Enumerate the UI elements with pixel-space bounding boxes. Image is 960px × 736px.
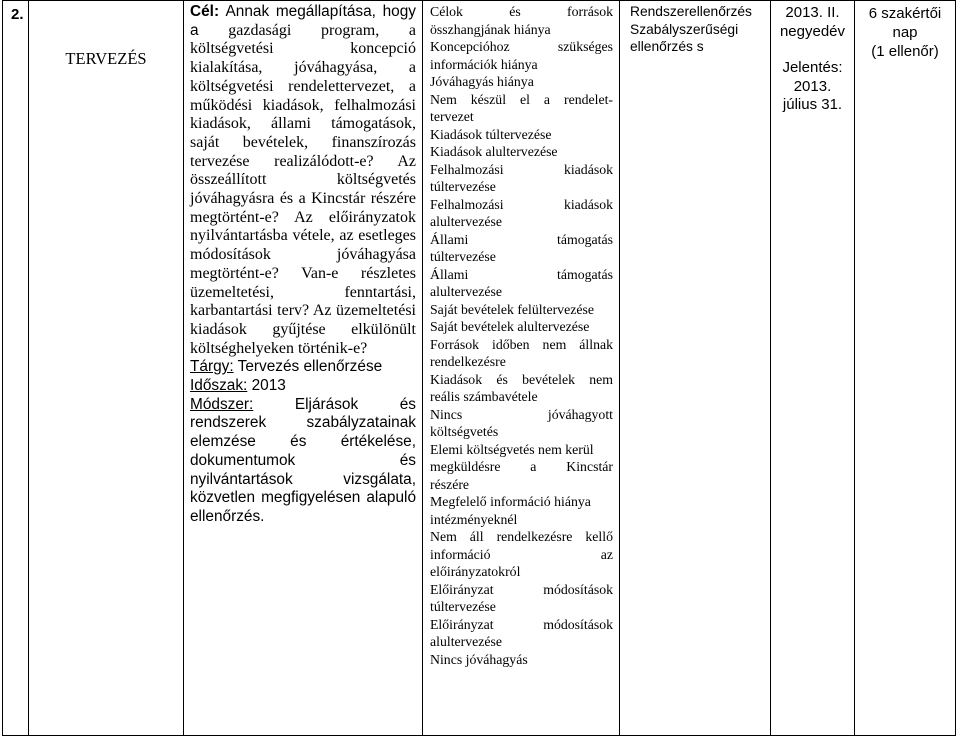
risk-item: Állami támogatás [430, 266, 613, 282]
risks-cell [423, 1, 620, 736]
risk-item: alultervezése [430, 284, 503, 299]
schedule [771, 1, 854, 115]
audit-goal [184, 1, 422, 527]
risk-item: Célok és források [430, 4, 613, 19]
risk-item: túltervezése [430, 179, 496, 194]
risk-item: intézményeknél [430, 511, 518, 527]
risk-item: alultervezése [430, 214, 503, 229]
risk-item: előirányzatokról [430, 564, 521, 579]
goal-text-lead: Annak megállapítása, hogy a [190, 3, 416, 39]
method-value: Eljárások és rendszerek szabályzatainak elemzése és értékelése, dokumentumok és nyilvántartások vizsgálata, közvetlen megfigyelésen alapuló ellenőrzés. [190, 395, 416, 525]
audit-plan-table [2, 0, 956, 736]
risk-item: Nincs jóváhagyás [430, 651, 528, 667]
check-type-line: Rendszerellenőrzés [630, 4, 752, 19]
resources-cell [855, 1, 956, 736]
schedule-quarter: 2013. II. [785, 4, 840, 21]
risk-item: Előirányzat módosítások [430, 616, 613, 632]
risk-item: Nincs jóváhagyott [430, 406, 613, 422]
risk-list [423, 1, 619, 668]
risk-item: részére [430, 476, 470, 492]
report-label: Jelentés: [782, 59, 843, 76]
schedule-quarter-word: negyedév [779, 22, 846, 40]
resources-line: 6 szakértői [868, 5, 942, 22]
risk-item: Jóváhagyás hiánya [430, 74, 534, 89]
risk-item: túltervezése [430, 599, 496, 614]
row-number: 2. [11, 6, 24, 23]
risk-item: Kiadások és bevételek nem [430, 371, 613, 387]
risk-item: Koncepcióhoz szükséges [430, 39, 613, 54]
schedule-cell [771, 1, 855, 736]
risk-item: információk hiánya [430, 56, 538, 72]
resources-line: (1 ellenőr) [871, 43, 939, 60]
risk-item: információ az [430, 546, 613, 562]
risk-item: Felhalmozási kiadások [430, 196, 613, 212]
risk-item: Források időben nem állnak [430, 336, 613, 352]
period-value: 2013 [251, 377, 286, 395]
subject-value: Tervezés ellenőrzése [237, 358, 383, 376]
resources-line: nap [892, 24, 918, 41]
risk-item: Nem készül el a rendelet- [430, 91, 613, 107]
goal-text: gazdasági program, a költségvetési koncepció kialakítása, jóváhagyása, a költségvetési rendelettervezet, a működési kiadások, felhalmozási kiadások, állami támogatások, saját bevételek, finanszírozás tervezése realizálódott-e? Az összeállított költségvetés jóváhagyásra és a Kincstár részére megtörtént-e? Az előirányzatok nyilvántartásba vétele, az esetleges módosítások jóváhagyása megtörtént-e? Van-e részletes üzemeltetési, fenntartási, karbantartási terv? Az üzemeltetési kiadások gyűjtése elkülönült költséghelyeken történik-e? [190, 21, 416, 357]
report-date: július 31. [782, 96, 843, 113]
risk-item: tervezet [430, 109, 474, 124]
risk-item: alultervezése [430, 634, 503, 649]
report-year: 2013. [793, 77, 832, 95]
audit-name-cell [29, 1, 184, 736]
risk-item: Kiadások túltervezése [430, 126, 552, 142]
risk-item: Saját bevételek felültervezése [430, 301, 594, 317]
row-number-cell [3, 1, 29, 736]
risk-item: költségvetés [430, 424, 499, 439]
risk-item: Elemi költségvetés nem kerül [430, 441, 594, 457]
check-type-line: ellenőrzés s [630, 39, 704, 54]
risk-item: túltervezése [430, 249, 496, 264]
period-label: Időszak: [190, 377, 248, 395]
audit-name: TERVEZÉS [65, 49, 147, 68]
risk-item: Állami támogatás [430, 231, 613, 247]
audit-goal-cell [184, 1, 423, 736]
risk-item: Előirányzat módosítások [430, 581, 613, 597]
table-row [3, 1, 956, 736]
risk-item: Megfelelő információ hiánya [430, 494, 591, 509]
risk-item: összhangjának hiánya [430, 21, 551, 37]
subject-label: Tárgy: [190, 358, 234, 376]
check-type-cell [620, 1, 771, 736]
risk-item: reális számbavétele [430, 389, 538, 404]
check-type [620, 1, 770, 56]
method-label: Módszer: [190, 395, 254, 413]
risk-item: Saját bevételek alultervezése [430, 319, 590, 334]
risk-item: Felhalmozási kiadások [430, 161, 613, 177]
resources [855, 1, 955, 61]
check-type-line: Szabályszerűségi [630, 21, 739, 37]
risk-item: Nem áll rendelkezésre kellő [430, 529, 613, 544]
risk-item: megküldésre a Kincstár [430, 459, 613, 474]
risk-item: rendelkezésre [430, 354, 506, 369]
goal-label: Cél: [190, 3, 220, 20]
risk-item: Kiadások alultervezése [430, 144, 558, 159]
